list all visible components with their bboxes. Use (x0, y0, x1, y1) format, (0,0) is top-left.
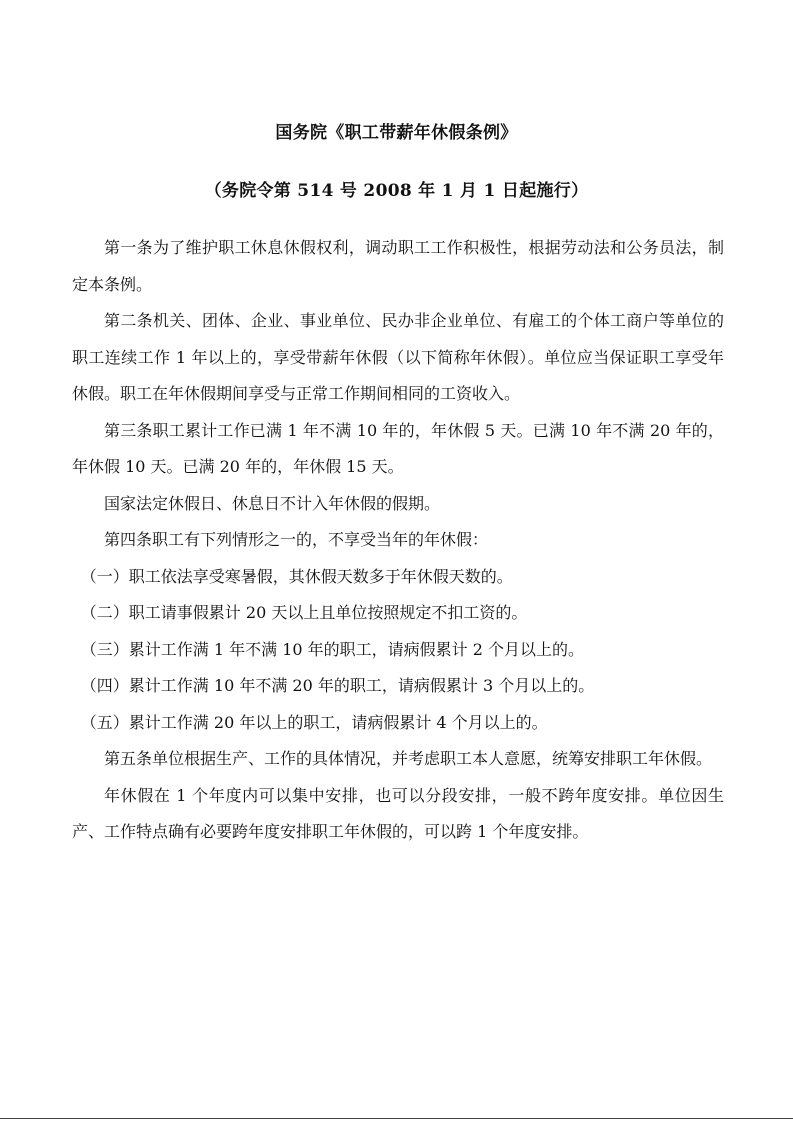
holiday-note-paragraph: 国家法定休假日、休息日不计入年休假的假期。 (104, 493, 441, 513)
article-4-item-3: （三）累计工作满 1 年不满 10 年的职工，请病假累计 2 个月以上的。 (80, 639, 585, 659)
page-bottom-rule (0, 1118, 793, 1119)
article-4-item-1: （一）职工依法享受寒暑假，其休假天数多于年休假天数的。 (80, 566, 513, 586)
annual-leave-arrangement-paragraph: 年休假在 1 个年度内可以集中安排，也可以分段安排，一般不跨年度安排。单位因生产、工作特点确有必要跨年度安排职工年休假的，可以跨 1 个年度安排。 (72, 785, 724, 841)
document-body (72, 230, 724, 851)
article-3-paragraph: 第三条职工累计工作已满 1 年不满 10 年的，年休假 5 天。已满 10 年不满 20 年的，年休假 10 天。已满 20 年的，年休假 15 天。 (72, 420, 724, 476)
article-5-paragraph: 第五条单位根据生产、工作的具体情况，并考虑职工本人意愿，统筹安排职工年休假。 (104, 749, 713, 768)
article-2-paragraph: 第二条机关、团体、企业、事业单位、民办非企业单位、有雇工的个体工商户等单位的职工连续工作 1 年以上的，享受带薪年休假（以下简称年休假）。单位应当保证职工享受年休假。职工在年休假期间享受与正常工作期间相同的工资收入。 (72, 311, 724, 403)
article-4-item-4: （四）累计工作满 10 年不满 20 年的职工，请病假累计 3 个月以上的。 (80, 676, 595, 695)
article-4-item-5: （五）累计工作满 20 年以上的职工，请病假累计 4 个月以上的。 (80, 712, 548, 732)
article-4-item-2: （二）职工请事假累计 20 天以上且单位按照规定不扣工资的。 (80, 603, 528, 622)
article-1-paragraph: 第一条为了维护职工休息休假权利，调动职工工作积极性，根据劳动法和公务员法，制定本条例。 (72, 238, 724, 294)
document-title: 国务院《职工带薪年休假条例》 (275, 123, 518, 143)
article-4-paragraph: 第四条职工有下列情形之一的，不享受当年的年休假： (104, 530, 489, 549)
document-subtitle: （务院令第 514 号 2008 年 1 月 1 日起施行） (204, 181, 589, 201)
